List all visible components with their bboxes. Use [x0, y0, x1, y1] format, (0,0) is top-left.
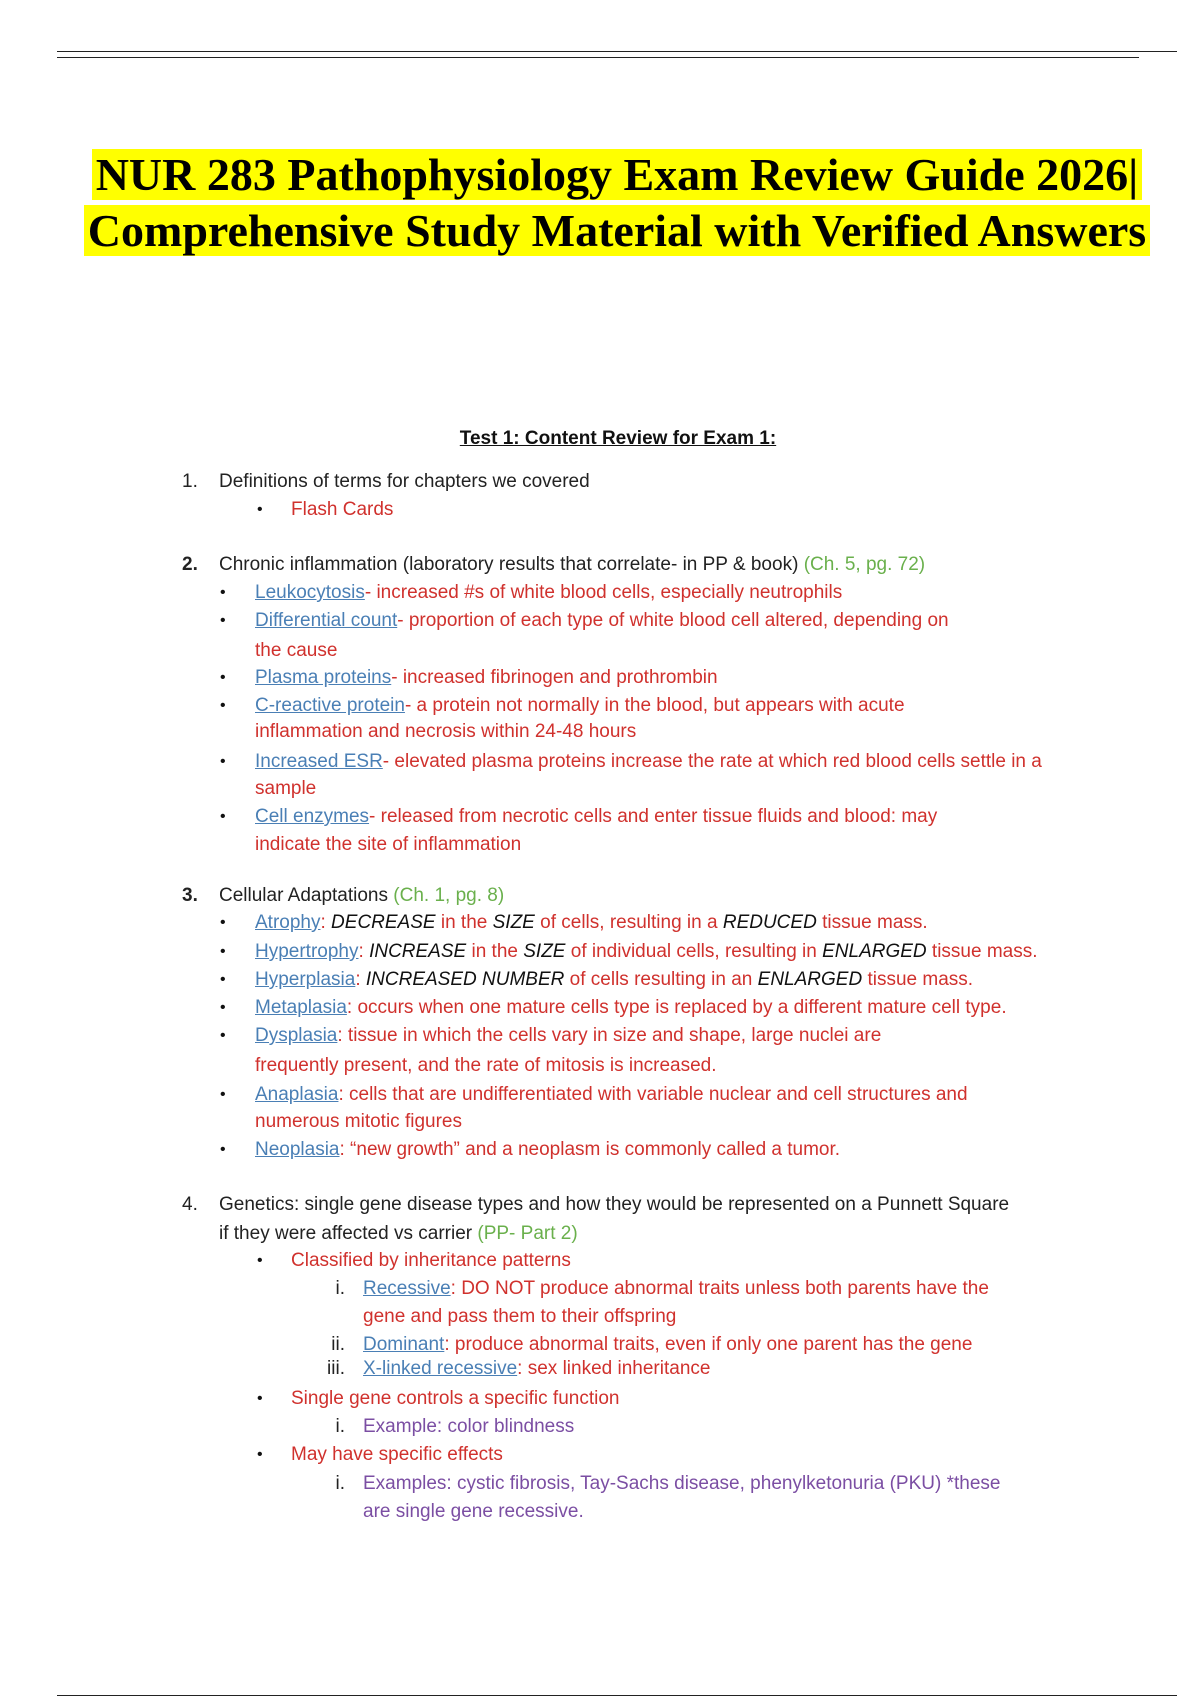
- bullet-icon: •: [220, 914, 226, 931]
- item-4-bullet-2: Single gene controls a specific function: [291, 1388, 620, 1409]
- term-neoplasia: Neoplasia: [255, 1139, 340, 1160]
- item-3-metaplasia: [255, 996, 1007, 1020]
- definition: : “new growth” and a neoplasm is commonly called a tumor.: [339, 1139, 841, 1160]
- roman-numeral: i.: [335, 1416, 345, 1437]
- item-3-hyperplasia: [255, 968, 973, 992]
- roman-numeral: i.: [335, 1278, 345, 1299]
- definition: : sex linked inheritance: [517, 1358, 711, 1379]
- item-3-atrophy: [255, 911, 928, 935]
- term-increased-esr: Increased ESR: [255, 751, 383, 772]
- bullet-icon: •: [220, 971, 226, 988]
- definition: : tissue in which the cells vary in size and shape, large nuclei are: [337, 1025, 882, 1046]
- item-3-anaplasia-cont: numerous mitotic figures: [255, 1111, 462, 1132]
- top-rule: [57, 51, 1177, 52]
- text-segment: :: [355, 969, 366, 990]
- item-4-x-linked: [363, 1357, 710, 1381]
- bullet-icon: •: [220, 943, 226, 960]
- item-2-bullet-2-cont: the cause: [255, 640, 338, 661]
- item-4-recessive-cont: gene and pass them to their offspring: [363, 1306, 677, 1327]
- term-metaplasia: Metaplasia: [255, 997, 347, 1018]
- bullet-icon: •: [220, 1027, 226, 1044]
- emphasis: DECREASE: [331, 912, 436, 933]
- bullet-icon: •: [220, 1086, 226, 1103]
- term-hyperplasia: Hyperplasia: [255, 969, 356, 990]
- item-4-dominant: [363, 1333, 972, 1357]
- item-3-anaplasia: [255, 1083, 968, 1107]
- term-leukocytosis: Leukocytosis: [255, 582, 365, 603]
- text-segment: of cells, resulting in a: [534, 912, 723, 933]
- item-4-text: Genetics: single gene disease types and how they would be represented on a Punnett Square: [219, 1194, 1010, 1215]
- roman-numeral: i.: [335, 1473, 345, 1494]
- text-segment: in the: [435, 912, 493, 933]
- item-2-bullet-3: [255, 666, 718, 690]
- text-segment: tissue mass.: [926, 941, 1038, 962]
- bullet-icon: •: [257, 1446, 263, 1463]
- item-2-bullet-4-cont: inflammation and necrosis within 24-48 hours: [255, 721, 637, 742]
- bullet-icon: •: [220, 999, 226, 1016]
- item-3-dysplasia: [255, 1024, 881, 1048]
- document-title: [57, 147, 1177, 259]
- item-4-line-2: [219, 1222, 578, 1246]
- item-4-bullet-1: Classified by inheritance patterns: [291, 1250, 571, 1271]
- term-plasma-proteins: Plasma proteins: [255, 667, 392, 688]
- emphasis: SIZE: [492, 912, 535, 933]
- title-line-1: NUR 283 Pathophysiology Exam Review Guide 2026|: [92, 149, 1143, 200]
- text-segment: :: [320, 912, 332, 933]
- bullet-icon: •: [220, 612, 226, 629]
- item-2-number: 2.: [182, 554, 198, 575]
- text-segment: in the: [466, 941, 524, 962]
- definition: : cells that are undifferentiated with variable nuclear and cell structures and: [338, 1084, 968, 1105]
- item-2-line: [219, 553, 925, 577]
- text-segment: tissue mass.: [816, 912, 928, 933]
- definition: - released from necrotic cells and enter tissue fluids and blood: may: [369, 806, 938, 827]
- term-hypertrophy: Hypertrophy: [255, 941, 359, 962]
- text-segment: of individual cells, resulting in: [565, 941, 823, 962]
- item-2-bullet-1: [255, 581, 842, 605]
- definition: - increased #s of white blood cells, especially neutrophils: [364, 582, 843, 603]
- item-2-text: Chronic inflammation (laboratory results that correlate- in PP & book): [219, 554, 799, 575]
- item-3-text: Cellular Adaptations: [219, 885, 388, 906]
- bullet-icon: •: [220, 584, 226, 601]
- term-cell-enzymes: Cell enzymes: [255, 806, 370, 827]
- item-4-recessive: [363, 1277, 989, 1301]
- definition: - elevated plasma proteins increase the rate at which red blood cells settle in a: [382, 751, 1042, 772]
- section-heading: Test 1: Content Review for Exam 1:: [459, 428, 777, 449]
- item-4-bullet-3-example: Examples: cystic fibrosis, Tay-Sachs disease, phenylketonuria (PKU) *these: [363, 1473, 1001, 1494]
- definition: - proportion of each type of white blood cell altered, depending on: [397, 610, 949, 631]
- text-segment: of cells resulting in an: [564, 969, 758, 990]
- item-4-number: 4.: [182, 1194, 198, 1215]
- emphasis: INCREASE: [369, 941, 467, 962]
- text-segment: tissue mass.: [862, 969, 974, 990]
- definition: : occurs when one mature cells type is replaced by a different mature cell type.: [346, 997, 1007, 1018]
- bottom-rule: [57, 1695, 1177, 1696]
- item-2-bullet-4: [255, 694, 905, 718]
- bullet-icon: •: [220, 808, 226, 825]
- item-3-ref: (Ch. 1, pg. 8): [393, 885, 505, 906]
- item-4-bullet-2-example: Example: color blindness: [363, 1416, 575, 1437]
- bullet-icon: •: [220, 1141, 226, 1158]
- item-2-bullet-2: [255, 609, 949, 633]
- emphasis: REDUCED: [722, 912, 817, 933]
- item-3-hypertrophy: [255, 940, 1038, 964]
- item-4-bullet-3-example-cont: are single gene recessive.: [363, 1501, 584, 1522]
- title-line-2: Comprehensive Study Material with Verified Answers: [84, 205, 1150, 256]
- item-3-neoplasia: [255, 1138, 840, 1162]
- item-1-text: Definitions of terms for chapters we covered: [219, 471, 590, 492]
- emphasis: INCREASED NUMBER: [365, 969, 565, 990]
- term-atrophy: Atrophy: [255, 912, 321, 933]
- item-4-text-2: if they were affected vs carrier: [219, 1223, 473, 1244]
- term-c-reactive-protein: C-reactive protein: [255, 695, 405, 716]
- term-recessive: Recessive: [363, 1278, 451, 1299]
- item-4-ref: (PP- Part 2): [477, 1223, 578, 1244]
- term-anaplasia: Anaplasia: [255, 1084, 339, 1105]
- emphasis: ENLARGED: [822, 941, 927, 962]
- definition: - increased fibrinogen and prothrombin: [391, 667, 718, 688]
- emphasis: SIZE: [523, 941, 566, 962]
- roman-numeral: iii.: [327, 1358, 345, 1379]
- item-1-number: 1.: [182, 471, 198, 492]
- emphasis: ENLARGED: [757, 969, 863, 990]
- item-3-dysplasia-cont: frequently present, and the rate of mitosis is increased.: [255, 1055, 717, 1076]
- term-dominant: Dominant: [363, 1334, 445, 1355]
- item-2-bullet-6-cont: indicate the site of inflammation: [255, 834, 522, 855]
- bullet-icon: •: [220, 753, 226, 770]
- definition: : produce abnormal traits, even if only one parent has the gene: [444, 1334, 973, 1355]
- item-2-bullet-6: [255, 805, 937, 829]
- item-3-number: 3.: [182, 885, 198, 906]
- top-rule-inner: [57, 57, 1139, 58]
- item-4-bullet-3: May have specific effects: [291, 1444, 503, 1465]
- item-2-bullet-5: [255, 750, 1042, 774]
- bullet-icon: •: [257, 1390, 263, 1407]
- roman-numeral: ii.: [331, 1334, 345, 1355]
- bullet-icon: •: [220, 697, 226, 714]
- item-2-ref: (Ch. 5, pg. 72): [803, 554, 926, 575]
- bullet-icon: •: [257, 501, 263, 518]
- item-2-bullet-5-cont: sample: [255, 778, 317, 799]
- item-1-bullet-1: Flash Cards: [291, 499, 394, 520]
- term-x-linked-recessive: X-linked recessive: [363, 1358, 518, 1379]
- term-dysplasia: Dysplasia: [255, 1025, 338, 1046]
- term-differential-count: Differential count: [255, 610, 398, 631]
- text-segment: :: [358, 941, 370, 962]
- item-3-line: [219, 884, 504, 908]
- definition: - a protein not normally in the blood, but appears with acute: [404, 695, 905, 716]
- definition: : DO NOT produce abnormal traits unless both parents have the: [450, 1278, 989, 1299]
- bullet-icon: •: [257, 1252, 263, 1269]
- bullet-icon: •: [220, 669, 226, 686]
